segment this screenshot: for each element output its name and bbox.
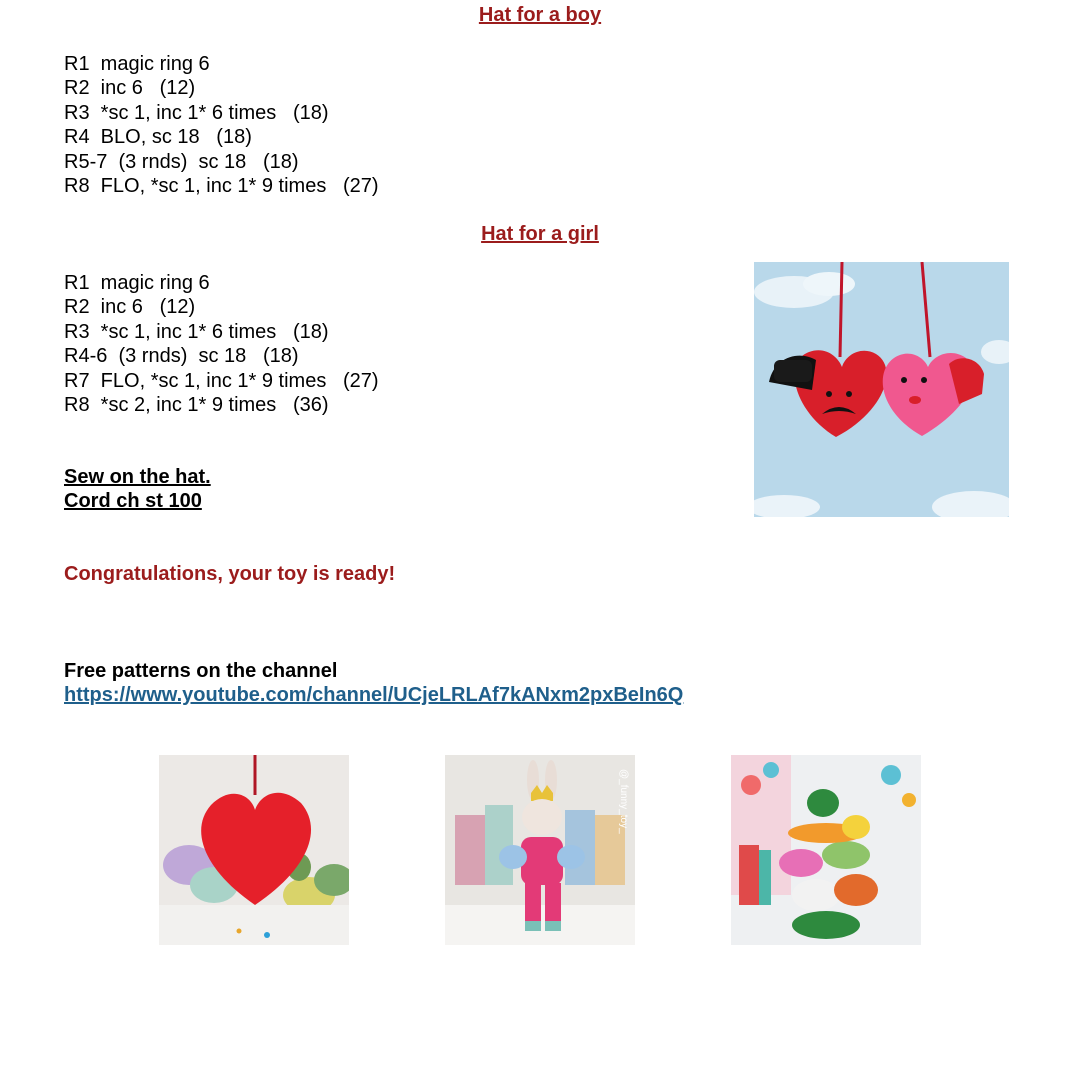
pattern-row: R8 FLO, *sc 1, inc 1* 9 times (27) [64,174,379,197]
pattern-row: R7 FLO, *sc 1, inc 1* 9 times (27) [64,369,379,392]
girl-hat-rows [64,271,379,417]
pattern-row: R4-6 (3 rnds) sc 18 (18) [64,345,299,368]
congrats-message: Congratulations, your toy is ready! [64,563,396,585]
boy-hat-rows [64,52,379,198]
hearts-photo [754,262,1009,517]
pattern-row: R2 inc 6 (12) [64,296,196,319]
pattern-row: R1 magic ring 6 [64,272,210,294]
channel-link[interactable]: https://www.youtube.com/channel/UCjeLRLAf7kANxm2pxBeIn6Q [64,684,684,706]
fluffy-heart-photo [159,755,349,945]
pattern-row: R3 *sc 1, inc 1* 6 times (18) [64,320,329,343]
pattern-row: R3 *sc 1, inc 1* 6 times (18) [64,101,329,124]
channel-label: Free patterns on the channel [64,660,338,682]
cord-instruction: Cord ch st 100 [64,490,202,512]
pattern-row: R4 BLO, sc 18 (18) [64,126,252,149]
girl-hat-heading: Hat for a girl [481,223,599,245]
watermark-text: @_funny_toy_ [618,769,629,834]
pattern-row: R8 *sc 2, inc 1* 9 times (36) [64,393,329,416]
pattern-row: R5-7 (3 rnds) sc 18 (18) [64,150,299,173]
sew-instruction: Sew on the hat. [64,466,211,488]
pattern-row: R1 magic ring 6 [64,53,210,75]
boy-hat-heading: Hat for a boy [478,4,602,26]
bunny-toy-photo [445,755,635,945]
pattern-row: R2 inc 6 (12) [64,77,196,100]
stacked-toys-photo [731,755,921,945]
